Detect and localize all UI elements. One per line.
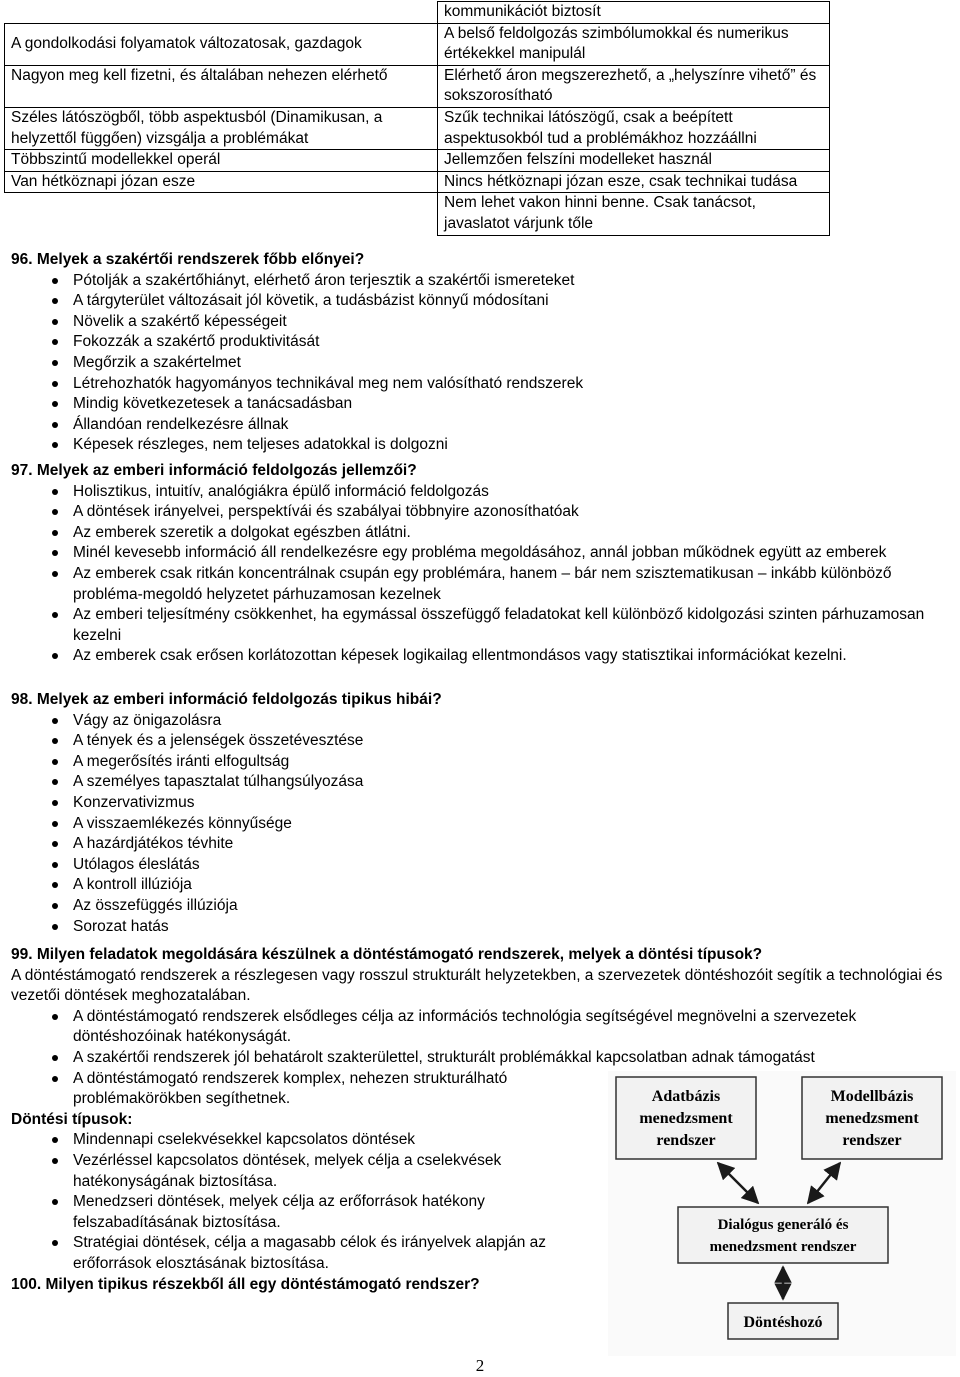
table-row [5, 107, 830, 149]
decision-types-list [11, 1130, 611, 1274]
table-cell-left: Van hétköznapi józan esze [5, 171, 438, 193]
list-item: Vezérléssel kapcsolatos döntések, melyek célja a cselekvések hatékonyságának biztosítása. [11, 1151, 611, 1192]
list-item: Vágy az önigazolásra [11, 711, 951, 732]
question-title: 96. Melyek a szakértői rendszerek főbb előnyei? [11, 251, 365, 268]
table-cell-left: Széles látószögből, több aspektusból (Dinamikusan, a helyzettől függően) vizsgálja a problémákat [5, 107, 438, 149]
table-cell-right: Nem lehet vakon hinni benne. Csak tanácsot, javaslatot várjunk tőle [438, 193, 830, 235]
list-item: A tárgyterület változásait jól követik, a tudásbázist könnyű módosítani [11, 291, 951, 312]
table-row [5, 171, 830, 193]
list-item: Az emberi teljesítmény csökkenhet, ha egymással összefüggő feladatokat kell különböző kidolgozási szinten párhuzamosan kezelni [11, 605, 951, 646]
section-q97 [11, 461, 951, 667]
list-item: Mindennapi cselekvésekkel kapcsolatos döntések [11, 1130, 611, 1151]
table-row [5, 150, 830, 172]
table-cell-right: Szűk technikai látószögű, csak a beépített aspektusokból tud a problémákhoz hozzáállni [438, 107, 830, 149]
question-title: 98. Melyek az emberi információ feldolgozás tipikus hibái? [11, 691, 442, 708]
table-cell-left: A gondolkodási folyamatok változatosak, gazdagok [5, 23, 438, 65]
table-cell-left [5, 193, 438, 235]
table-row [5, 2, 830, 24]
list-item: A szakértői rendszerek jól behatárolt szakterülettel, strukturált problémákkal kapcsolatban adnak támogatást [11, 1048, 957, 1069]
table-row [5, 23, 830, 65]
list-item: Konzervativizmus [11, 793, 951, 814]
list-item: Pótolják a szakértőhiányt, elérhető áron terjesztik a szakértői ismereteket [11, 271, 951, 292]
box-label: menedzsment [639, 1110, 733, 1127]
list-item: Képesek részleges, nem teljeses adatokkal is dolgozni [11, 435, 951, 456]
question-title: 97. Melyek az emberi információ feldolgozás jellemzői? [11, 462, 417, 479]
list-item: A döntések irányelvei, perspektívái és szabályai többnyire azonosíthatóak [11, 502, 951, 523]
list-item: Az emberek csak ritkán koncentrálnak csupán egy problémára, hanem – bár nem szisztematikusan – inkább különböző probléma-megoldó helyzetet párhuzamosan kezelnek [11, 564, 951, 605]
list-item: Megőrzik a szakértelmet [11, 353, 951, 374]
list-item: A személyes tapasztalat túlhangsúlyozása [11, 772, 951, 793]
list-item: Minél kevesebb információ áll rendelkezésre egy probléma megoldásához, annál jobban működnek együtt az emberek [11, 543, 951, 564]
section-q98 [11, 690, 951, 937]
table-cell-left [5, 2, 438, 24]
question-title: 100. Milyen tipikus részekből áll egy döntéstámogató rendszer? [11, 1275, 480, 1293]
list-item: Holisztikus, intuitív, analógiákra épülő információ feldolgozás [11, 482, 951, 503]
box-label: Dialógus generáló és [717, 1217, 849, 1233]
decision-maker-box [728, 1303, 838, 1339]
list-item: Menedzseri döntések, melyek célja az erőforrások hatékony felszabadításának biztosítása. [11, 1192, 611, 1233]
list-item: Az összefüggés illúziója [11, 896, 951, 917]
table-row [5, 65, 830, 107]
list-item: A megerősítés iránti elfogultság [11, 752, 951, 773]
box-label: rendszer [842, 1132, 902, 1149]
table-cell-right: Elérhető áron megszerezhető, a „helyszínre vihető” és sokszorosítható [438, 65, 830, 107]
decision-types-title: Döntési típusok: [11, 1110, 133, 1128]
box-label: Adatbázis [651, 1088, 721, 1105]
box-label: Döntéshozó [743, 1314, 823, 1331]
list-item: Fokozzák a szakértő produktivitását [11, 332, 951, 353]
table-cell-right: A belső feldolgozás szimbólumokkal és numerikus értékekkel manipulál [438, 23, 830, 65]
dialog-management-box [678, 1207, 888, 1263]
table-cell-right: kommunikációt biztosít [438, 2, 830, 24]
database-management-box [616, 1077, 756, 1159]
bullet-list [11, 482, 951, 667]
list-item: A kontroll illúziója [11, 875, 951, 896]
list-item: A visszaemlékezés könnyűsége [11, 814, 951, 835]
list-item: Növelik a szakértő képességeit [11, 312, 951, 333]
table-cell-left: Nagyon meg kell fizetni, és általában nehezen elérhető [5, 65, 438, 107]
list-item: A hazárdjátékos tévhite [11, 834, 951, 855]
model-base-management-box [802, 1077, 942, 1159]
table-cell-right: Nincs hétköznapi józan esze, csak technikai tudása [438, 171, 830, 193]
list-item: Utólagos éleslátás [11, 855, 951, 876]
list-item: Sorozat hatás [11, 917, 951, 938]
table-row [5, 193, 830, 235]
intro-paragraph: A döntéstámogató rendszerek a részlegesen vagy rosszul strukturált helyzetekben, a szervezetek döntéshozóit segítik a technológiai és vezetői döntések meghozatalában. [11, 966, 943, 1005]
box-label: menedzsment rendszer [709, 1239, 857, 1255]
list-item: A döntéstámogató rendszerek elsődleges célja az információs technológia segítségével megnövelni a szervezetek döntéshozóinak hatékonyságát. [11, 1007, 957, 1048]
list-item: Az emberek csak erősen korlátozottan képesek logikailag ellentmondásos vagy statisztikai információkat kezelni. [11, 646, 951, 667]
page-number: 2 [475, 1356, 485, 1375]
list-item: Az emberek szeretik a dolgokat egészben átlátni. [11, 523, 951, 544]
bullet-list [11, 271, 951, 456]
table-cell-right: Jellemzően felszíni modelleket használ [438, 150, 830, 172]
comparison-table [4, 1, 830, 236]
list-item: A döntéstámogató rendszerek komplex, nehezen strukturálható problémakörökben segíthetnek. [11, 1069, 593, 1110]
list-item: Stratégiai döntések, célja a magasabb célok és irányelvek alapján az erőforrások elosztásának biztosítása. [11, 1233, 611, 1274]
list-item: A tények és a jelenségek összetévesztése [11, 731, 951, 752]
list-item: Állandóan rendelkezésre állnak [11, 415, 951, 436]
section-q96 [11, 250, 951, 456]
box-label: menedzsment [825, 1110, 919, 1127]
bullet-list [11, 711, 951, 938]
list-item: Mindig következetesek a tanácsadásban [11, 394, 951, 415]
list-item: Létrehozhatók hagyományos technikával meg nem valósítható rendszerek [11, 374, 951, 395]
question-title: 99. Milyen feladatok megoldására készülnek a döntéstámogató rendszerek, melyek a döntési típusok? [11, 946, 763, 963]
box-label: rendszer [656, 1132, 716, 1149]
box-label: Modellbázis [830, 1088, 914, 1105]
dss-components-diagram [608, 1071, 956, 1356]
table-cell-left: Többszintű modellekkel operál [5, 150, 438, 172]
